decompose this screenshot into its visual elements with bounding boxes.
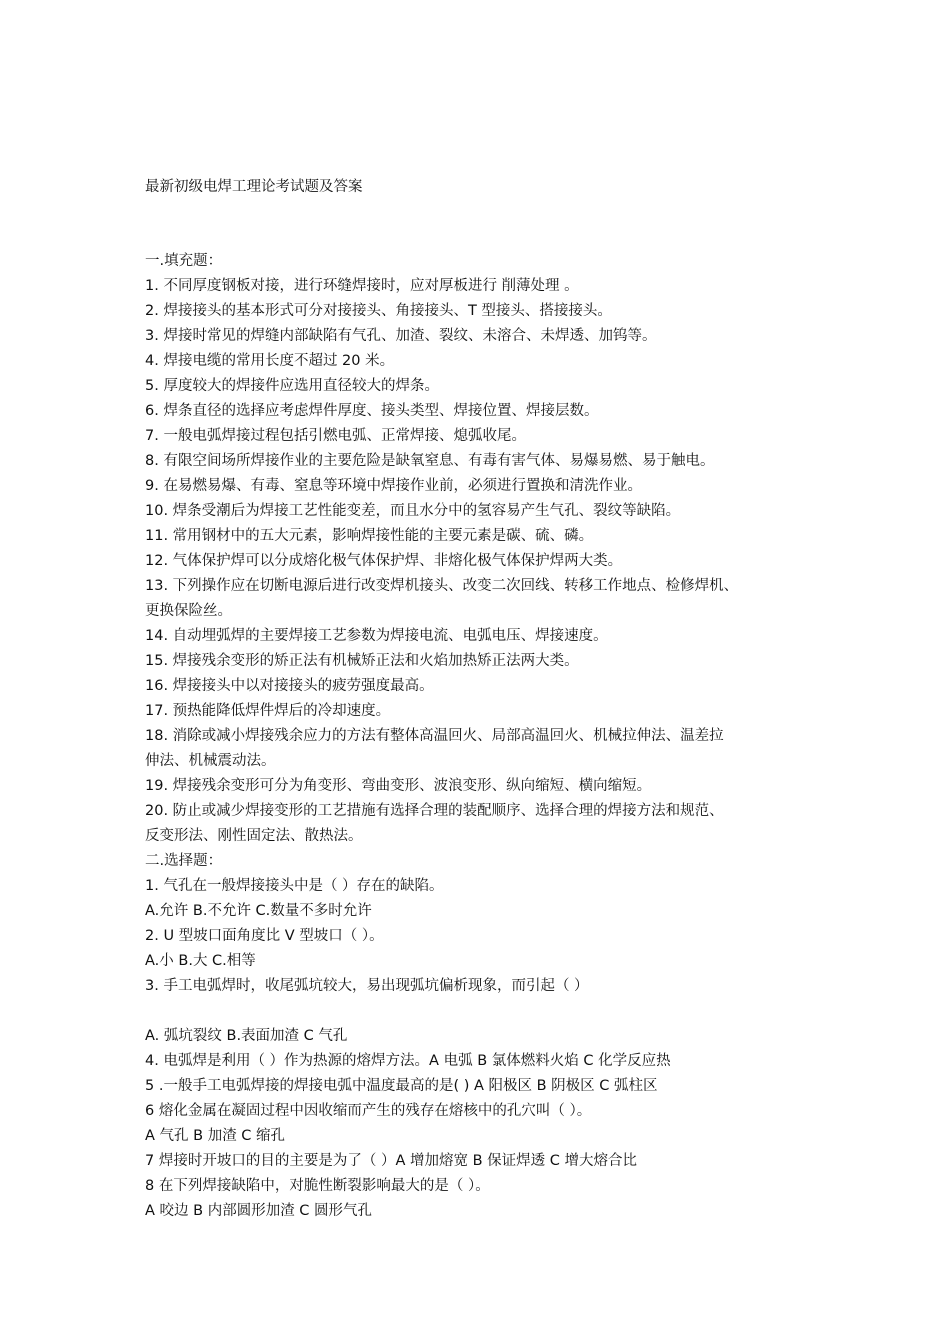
text-line: 5 .一般手工电弧焊接的焊接电弧中温度最高的是( ) A 阳极区 B 阴极区 C 弧柱区 (145, 1078, 658, 1094)
text-line: 更换保险丝。 (145, 603, 232, 619)
text-line: 3. 焊接时常见的焊缝内部缺陷有气孔、加渣、裂纹、未溶合、未焊透、加钨等。 (145, 328, 657, 344)
text-line: 19. 焊接残余变形可分为角变形、弯曲变形、波浪变形、纵向缩短、横向缩短。 (145, 778, 652, 794)
text-line: 20. 防止或减少焊接变形的工艺措施有选择合理的装配顺序、选择合理的焊接方法和规范、 (145, 803, 724, 819)
text-line: 11. 常用钢材中的五大元素，影响焊接性能的主要元素是碳、硫、磷。 (145, 528, 594, 544)
text-line: 4. 电弧焊是利用（ ）作为热源的熔焊方法。A 电弧 B 氯体燃料火焰 C 化学反应热 (145, 1053, 671, 1069)
text-line: 6 熔化金属在凝固过程中因收缩而产生的残存在熔核中的孔穴叫（ ）。 (145, 1103, 592, 1119)
blank-line (145, 999, 825, 1024)
text-line: 13. 下列操作应在切断电源后进行改变焊机接头、改变二次回线、转移工作地点、检修焊机、 (145, 578, 739, 594)
text-line: 18. 消除或减小焊接残余应力的方法有整体高温回火、局部高温回火、机械拉伸法、温差拉 (145, 728, 724, 744)
text-line: 一.填充题： (145, 253, 223, 269)
text-line: A 咬边 B 内部圆形加渣 C 圆形气孔 (145, 1203, 373, 1219)
text-line: 二.选择题： (145, 853, 223, 869)
text-line: 8 在下列焊接缺陷中，对脆性断裂影响最大的是（ ）。 (145, 1178, 490, 1194)
text-line: A. 弧坑裂纹 B.表面加渣 C 气孔 (145, 1028, 348, 1044)
text-line: 1. 气孔在一般焊接接头中是（ ）存在的缺陷。 (145, 878, 444, 894)
text-line: 1. 不同厚度钢板对接，进行环缝焊接时，应对厚板进行 削薄处理 。 (145, 278, 579, 294)
text-line: 反变形法、刚性固定法、散热法。 (145, 828, 363, 844)
text-line: 12. 气体保护焊可以分成熔化极气体保护焊、非熔化极气体保护焊两大类。 (145, 553, 623, 569)
text-line: 4. 焊接电缆的常用长度不超过 20 米。 (145, 353, 395, 369)
text-line: A.小 B.大 C.相等 (145, 953, 256, 969)
text-line: 伸法、机械震动法。 (145, 753, 276, 769)
document-body (145, 249, 825, 1224)
text-line: 14. 自动埋弧焊的主要焊接工艺参数为焊接电流、电弧电压、焊接速度。 (145, 628, 608, 644)
document-title: 最新初级电焊工理论考试题及答案 (145, 179, 363, 195)
text-line: A.允许 B.不允许 C.数量不多时允许 (145, 903, 372, 919)
text-line: 5. 厚度较大的焊接件应选用直径较大的焊条。 (145, 378, 439, 394)
text-line: 6. 焊条直径的选择应考虑焊件厚度、接头类型、焊接位置、焊接层数。 (145, 403, 599, 419)
text-line: 15. 焊接残余变形的矫正法有机械矫正法和火焰加热矫正法两大类。 (145, 653, 579, 669)
text-line: 9. 在易燃易爆、有毒、窒息等环境中焊接作业前，必须进行置换和清洗作业。 (145, 478, 642, 494)
text-line: 7. 一般电弧焊接过程包括引燃电弧、正常焊接、熄弧收尾。 (145, 428, 526, 444)
text-line: A 气孔 B 加渣 C 缩孔 (145, 1128, 286, 1144)
text-line: 2. 焊接接头的基本形式可分对接接头、角接接头、T 型接头、搭接接头。 (145, 303, 612, 319)
text-line: 3. 手工电弧焊时，收尾弧坑较大，易出现弧坑偏析现象，而引起（ ） (145, 978, 589, 994)
text-line: 16. 焊接接头中以对接接头的疲劳强度最高。 (145, 678, 434, 694)
text-line: 2. U 型坡口面角度比 V 型坡口（ ）。 (145, 928, 384, 944)
text-line: 7 焊接时开坡口的目的主要是为了（ ）A 增加熔宽 B 保证焊透 C 增大熔合比 (145, 1153, 637, 1169)
text-line: 8. 有限空间场所焊接作业的主要危险是缺氧窒息、有毒有害气体、易爆易燃、易于触电。 (145, 453, 715, 469)
text-line: 17. 预热能降低焊件焊后的冷却速度。 (145, 703, 391, 719)
text-line: 10. 焊条受潮后为焊接工艺性能变差，而且水分中的氢容易产生气孔、裂纹等缺陷。 (145, 503, 681, 519)
